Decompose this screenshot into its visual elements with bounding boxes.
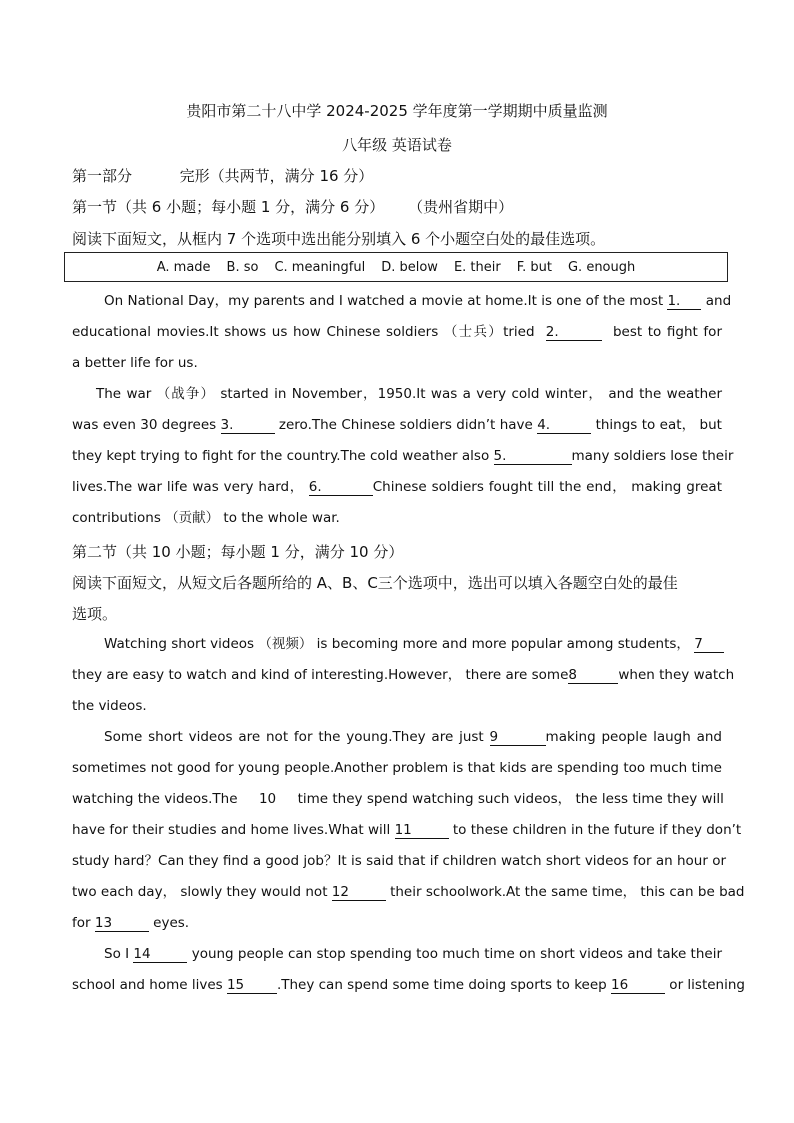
option-item: B. so [226, 259, 259, 275]
passage-text: On National Day，my parents and I watched a movie at home.It is one of the most [104, 293, 668, 309]
passage-text: educational movies.It shows us how Chinese soldiers （士兵）tried [72, 324, 546, 340]
part1-heading: 第一部分 完形（共两节，满分 16 分） [72, 167, 374, 185]
passage-text: was even 30 degrees [72, 417, 221, 433]
passage-line [72, 784, 722, 815]
passage-text: contributions （贡献） to the whole war. [72, 510, 340, 526]
passage-text: zero.The Chinese soldiers didn’t have [274, 417, 538, 433]
passage-text: watching the videos.The 10 time they spend watching such videos， the less time they will [72, 791, 724, 807]
passage-text: their schoolwork.At the same time， this can be bad [385, 884, 745, 900]
passage-text: for [72, 915, 95, 931]
option-item: C. meaningful [274, 259, 366, 275]
option-item: F. but [516, 259, 552, 275]
answer-blank: 14 [133, 946, 187, 963]
option-item: A. made [156, 259, 211, 275]
answer-blank: 5. [494, 448, 572, 465]
passage-text: when they watch [618, 667, 735, 683]
option-item: G. enough [567, 259, 636, 275]
passage-line [72, 317, 722, 348]
section1-heading: 第一节（共 6 小题；每小题 1 分，满分 6 分） （贵州省期中） [72, 198, 514, 216]
passage-text: school and home lives [72, 977, 227, 993]
answer-blank: 6. [309, 479, 373, 496]
section1-instruction: 阅读下面短文，从框内 7 个选项中选出能分别填入 6 个小题空白处的最佳选项。 [72, 230, 606, 248]
passage-1 [72, 286, 734, 534]
exam-subtitle: 八年级 英语试卷 [342, 136, 452, 154]
passage-line [72, 722, 722, 753]
passage-text: Chinese soldiers fought till the end， making great [372, 479, 722, 495]
answer-blank: 3. [221, 417, 275, 434]
passage-line [72, 348, 722, 379]
passage-text: lives.The war life was very hard， [72, 479, 309, 495]
passage-line [72, 753, 722, 784]
option-item: D. below [381, 259, 438, 275]
passage-line [72, 629, 722, 660]
passage-2 [72, 629, 745, 1001]
answer-blank: 11 [395, 822, 449, 839]
passage-text: young people can stop spending too much time on short videos and take their [187, 946, 722, 962]
passage-text: a better life for us. [72, 355, 198, 371]
answer-blank: 16 [611, 977, 665, 994]
passage-text: or listening [665, 977, 745, 993]
passage-text: two each day， slowly they would not [72, 884, 332, 900]
passage-line [72, 691, 722, 722]
passage-text: have for their studies and home lives.What will [72, 822, 395, 838]
answer-blank: 8 [568, 667, 618, 684]
passage-line [72, 908, 722, 939]
passage-line [72, 970, 745, 1001]
answer-blank: 4. [537, 417, 591, 434]
passage-line [72, 472, 722, 503]
answer-blank: 13 [95, 915, 149, 932]
options-box [64, 252, 728, 282]
passage-text: the videos. [72, 698, 147, 714]
passage-line [72, 410, 722, 441]
passage-text: Some short videos are not for the young.They are just [104, 729, 490, 745]
section2-heading: 第二节（共 10 小题；每小题 1 分，满分 10 分） [72, 543, 404, 561]
passage-text: things to eat， but [591, 417, 722, 433]
passage-text: many soldiers lose their [571, 448, 734, 464]
passage-text: So I [104, 946, 134, 962]
passage-line [72, 441, 734, 472]
passage-text: sometimes not good for young people.Another problem is that kids are spending too much time [72, 760, 722, 776]
exam-title: 贵阳市第二十八中学 2024-2025 学年度第一学期期中质量监测 [186, 102, 608, 120]
section2-instruction-1: 阅读下面短文，从短文后各题所给的 A、B、C三个选项中，选出可以填入各题空白处的最佳 [72, 574, 678, 592]
passage-line [72, 877, 745, 908]
section2-instruction-2: 选项。 [72, 605, 118, 623]
passage-line [72, 939, 722, 970]
passage-text: making people laugh and [545, 729, 722, 745]
passage-text: The war （战争） started in November，1950.It was a very cold winter， and the weather [96, 386, 722, 402]
passage-line [72, 815, 742, 846]
passage-line [72, 503, 722, 534]
passage-text: .They can spend some time doing sports to keep [276, 977, 612, 993]
passage-line [72, 660, 735, 691]
passage-text: they kept trying to fight for the country.The cold weather also [72, 448, 494, 464]
passage-text: Watching short videos （视频） is becoming more and more popular among students， [104, 636, 695, 652]
answer-blank: 7 [694, 636, 724, 653]
passage-text: to these children in the future if they don’t [448, 822, 742, 838]
passage-text: study hard？Can they find a good job？It is said that if children watch short videos for an hour or [72, 853, 727, 869]
answer-blank: 1. [667, 293, 701, 310]
passage-line [72, 286, 732, 317]
passage-line [72, 846, 727, 877]
answer-blank: 9 [490, 729, 546, 746]
option-item: E. their [453, 259, 501, 275]
passage-text: eyes. [148, 915, 190, 931]
passage-text: and [701, 293, 732, 309]
passage-text: they are easy to watch and kind of interesting.However， there are some [72, 667, 569, 683]
passage-line [72, 379, 722, 410]
answer-blank: 2. [546, 324, 602, 341]
answer-blank: 15 [227, 977, 277, 994]
answer-blank: 12 [332, 884, 386, 901]
passage-text: best to fight for [601, 324, 722, 340]
